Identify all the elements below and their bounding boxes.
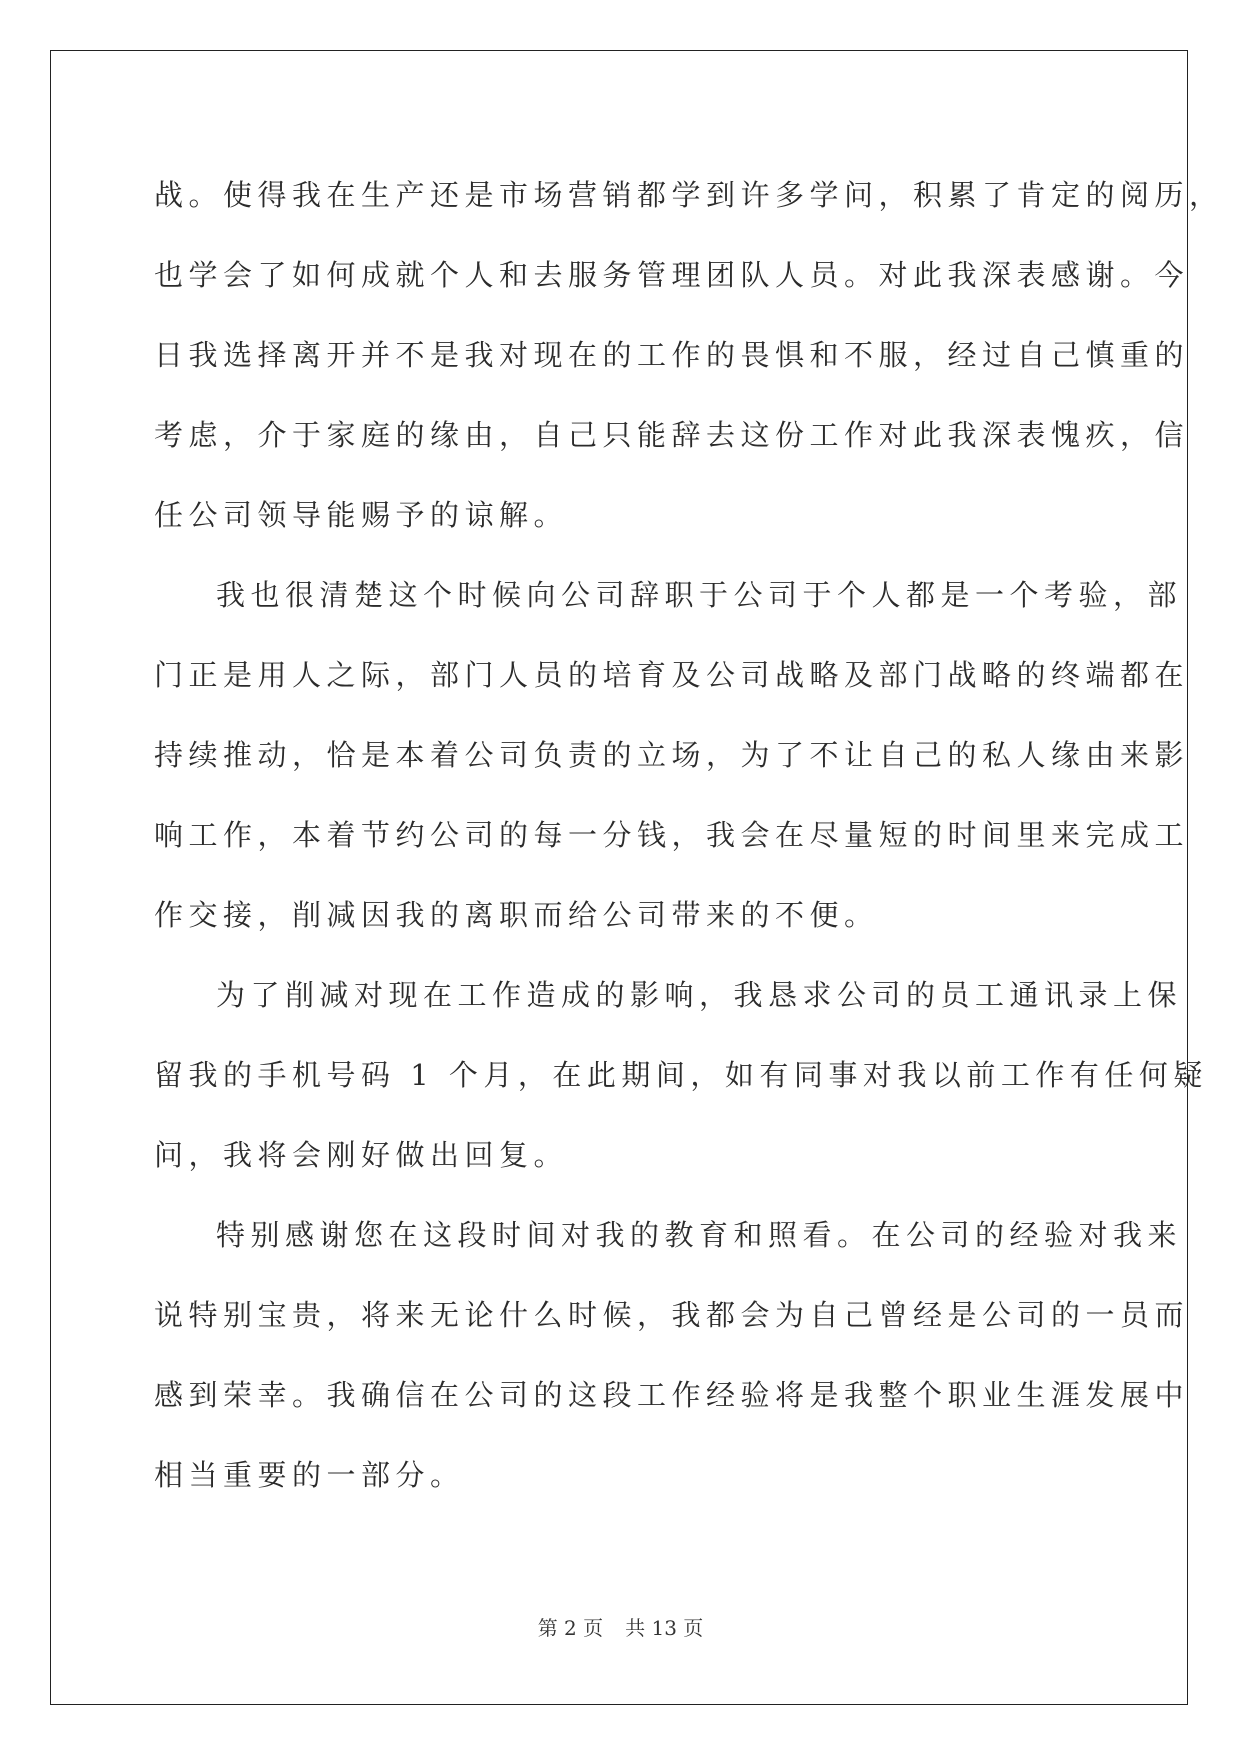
page-footer [0,1612,1241,1641]
text-line: 留我的手机号码 1 个月，在此期间，如有同事对我以前工作有任何疑 [154,1058,1208,1092]
text-line: 战。使得我在生产还是市场营销都学到许多学问，积累了肯定的阅历， [154,178,1224,212]
page-number-total: 共 13 页 [625,1616,704,1640]
text-line: 也学会了如何成就个人和去服务管理团队人员。对此我深表感谢。今 [154,258,1190,292]
text-line: 相当重要的一部分。 [154,1458,465,1492]
text-line: 说特别宝贵，将来无论什么时候，我都会为自己曾经是公司的一员而 [154,1298,1190,1332]
page-number-current: 第 2 页 [537,1616,604,1640]
paragraph-first-line: 我也很清楚这个时候向公司辞职于公司于个人都是一个考验，部 [216,578,1183,612]
text-line: 响工作，本着节约公司的每一分钱，我会在尽量短的时间里来完成工 [154,818,1190,852]
text-line: 感到荣幸。我确信在公司的这段工作经验将是我整个职业生涯发展中 [154,1378,1190,1412]
text-line: 任公司领导能赐予的谅解。 [154,498,569,532]
text-line: 门正是用人之际，部门人员的培育及公司战略及部门战略的终端都在 [154,658,1190,692]
text-line: 日我选择离开并不是我对现在的工作的畏惧和不服，经过自己慎重的 [154,338,1190,372]
text-line: 作交接，削减因我的离职而给公司带来的不便。 [154,898,879,932]
paragraph-first-line: 为了削减对现在工作造成的影响，我恳求公司的员工通讯录上保 [216,978,1183,1012]
document-body [154,170,1224,1530]
text-line: 问，我将会刚好做出回复。 [154,1138,569,1172]
text-line: 持续推动，恰是本着公司负责的立场，为了不让自己的私人缘由来影 [154,738,1190,772]
paragraph-first-line: 特别感谢您在这段时间对我的教育和照看。在公司的经验对我来 [216,1218,1183,1252]
text-line: 考虑，介于家庭的缘由，自己只能辞去这份工作对此我深表愧疚，信 [154,418,1190,452]
